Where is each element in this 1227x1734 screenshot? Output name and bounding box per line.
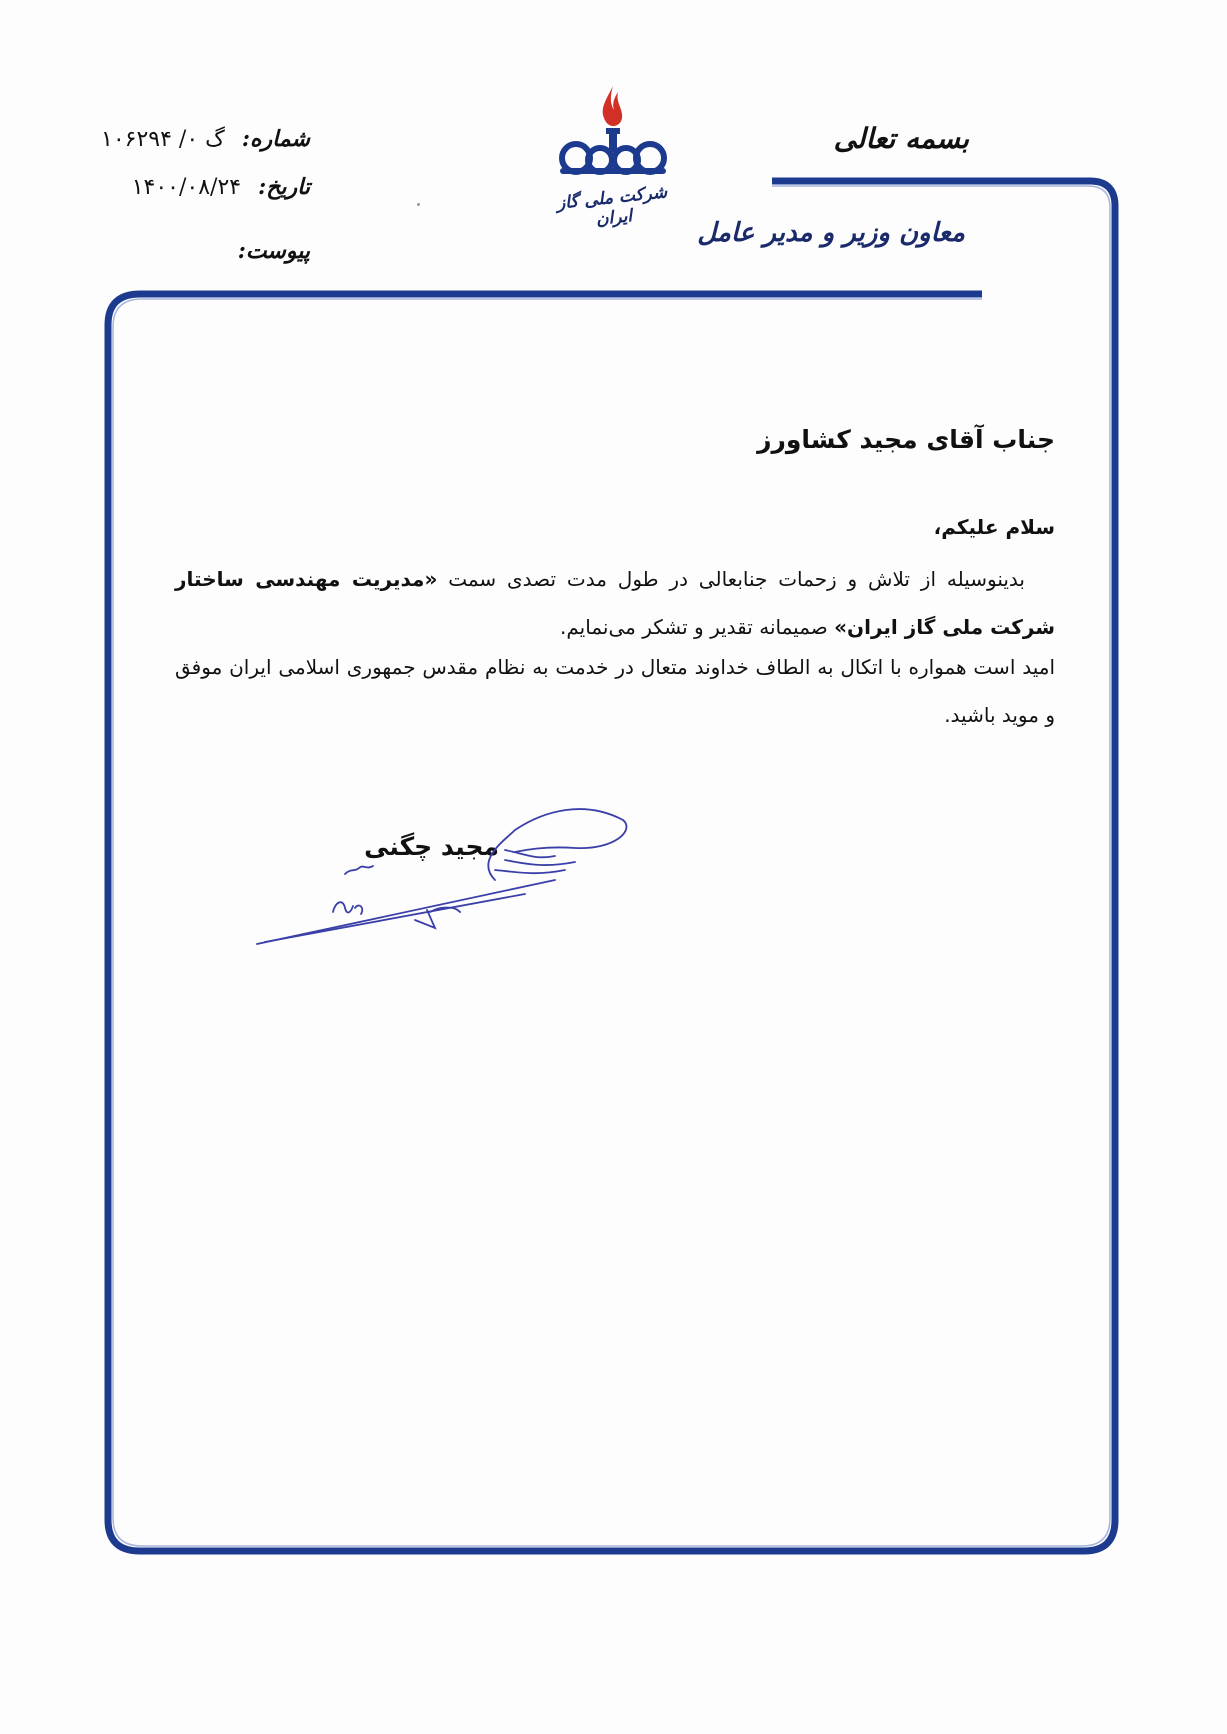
- logo-caption: شرکت ملی گاز ایران: [555, 182, 669, 230]
- letter-number: [101, 126, 310, 152]
- company-logo: [548, 82, 678, 192]
- speck: [417, 203, 420, 206]
- basmala: بسمه تعالی: [833, 122, 969, 155]
- number-label: شماره:: [241, 126, 310, 152]
- issuer-title: معاون وزیر و مدیر عامل: [697, 218, 965, 248]
- greeting: سلام علیکم،: [933, 515, 1055, 539]
- paragraph-appreciation-end: صمیمانه تقدیر و تشکر می‌نمایم.: [560, 615, 835, 639]
- signer-name: مجید چگنی: [364, 832, 499, 861]
- recipient-salutation: جناب آقای مجید کشاورز: [757, 425, 1055, 454]
- number-value: گ ۰/ ۱۰۶۲۹۴: [101, 127, 225, 152]
- date-label: تاریخ:: [258, 174, 310, 200]
- paragraph-wishes: امید است همواره با اتکال به الطاف خداوند متعال در خدمت به نظام مقدس جمهوری اسلامی ایران موفق و موید باشید.: [175, 655, 1055, 727]
- date-value: ۱۴۰۰/۰۸/۲۴: [131, 175, 242, 200]
- attachment-label: پیوست:: [237, 238, 310, 264]
- handwritten-signature: [255, 790, 635, 950]
- paragraph-appreciation-start: بدینوسیله از تلاش و زحمات جنابعالی در طول مدت تصدی سمت: [437, 567, 1025, 591]
- position-title: «مدیریت مهندسی ساختار شرکت ملی گاز ایران»: [175, 567, 1055, 639]
- paragraph-appreciation: [175, 555, 1055, 651]
- letter-date: [133, 174, 310, 200]
- letter-attachment: [237, 238, 310, 264]
